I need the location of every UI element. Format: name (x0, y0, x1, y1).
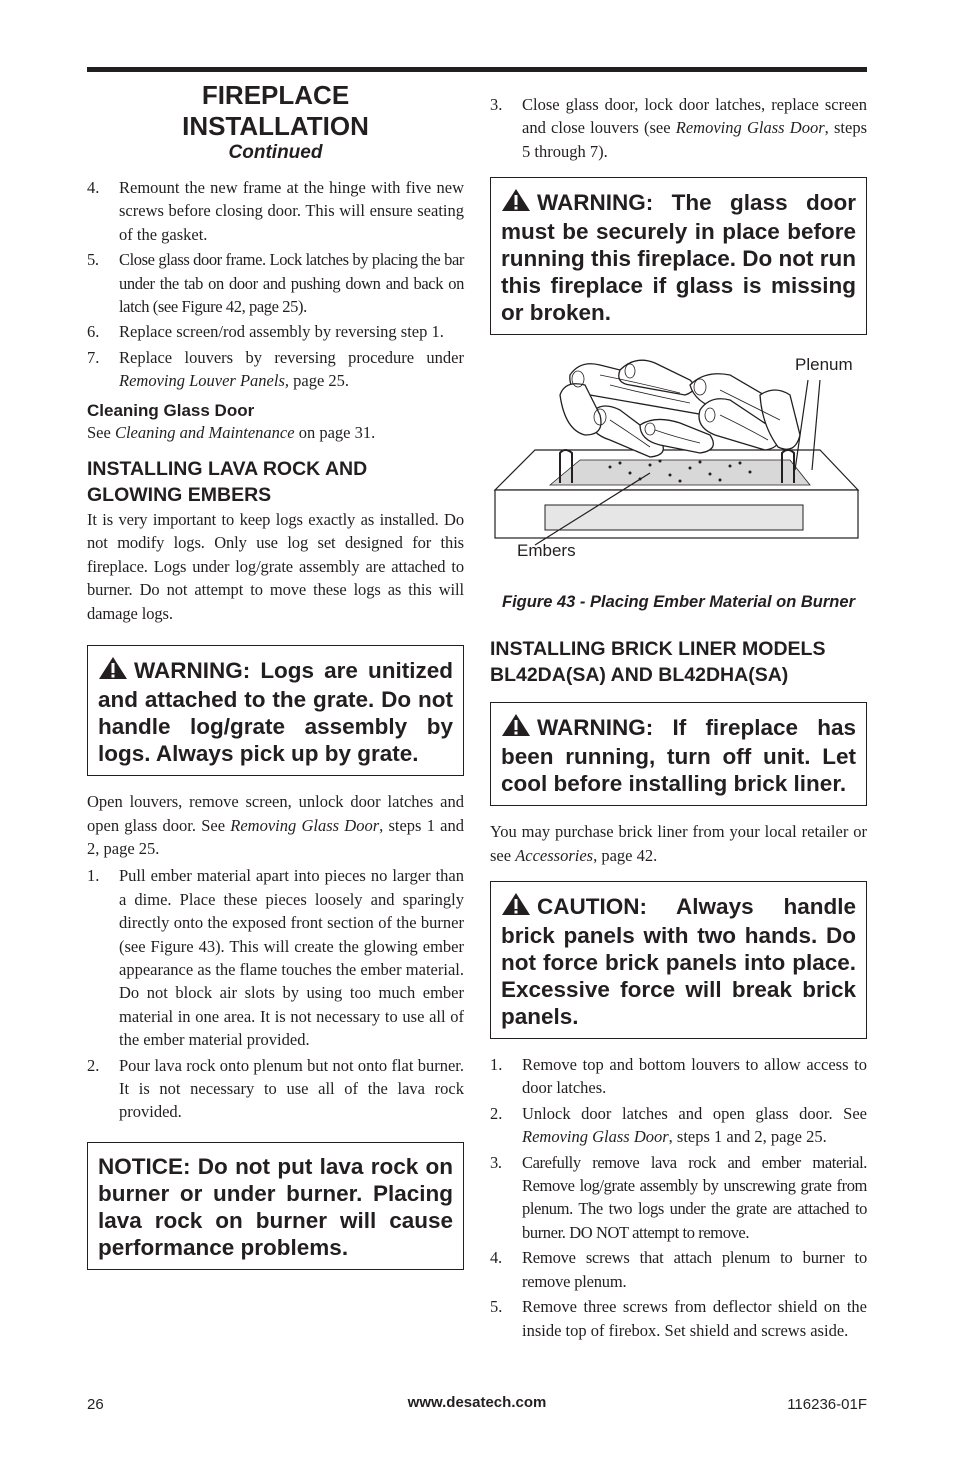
list-item: 3. Carefully remove lava rock and ember material. Remove log/grate assembly by unscrewing grate from plenum. The two logs under the grate are attached to burner. DO NOT attempt to remove. (490, 1152, 867, 1242)
label-embers: Embers (517, 541, 576, 561)
page-number: 26 (87, 1396, 104, 1413)
notice-box: NOTICE: Do not put lava rock on burner or under burner. Placing lava rock on burner will cause performance problems. (87, 1142, 464, 1270)
page-title: FIREPLACE INSTALLATION (182, 80, 369, 141)
list-item: 6. Replace screen/rod assembly by reversing step 1. (87, 322, 444, 342)
lava-intro: It is very important to keep logs exactly as installed. Do not modify logs. Only use log set designed for this fireplace. Logs under log/grate assembly are attached to burner. Do not attempt to move these logs as this will damage logs. (87, 510, 464, 623)
open-instructions: Open louvers, remove screen, unlock door latches and open glass door. See Removing Glass Door, steps 1 and 2, page 25. (87, 792, 465, 858)
document-number: 116236-01F (787, 1396, 867, 1413)
list-item: 7. Replace louvers by reversing procedure under Removing Louver Panels, page 25. (87, 347, 464, 391)
caution-box: CAUTION: Always handle brick panels with two hands. Do not force brick panels into place. Excessive force will break brick panels. (490, 881, 867, 1039)
list-item: 1. Pull ember material apart into pieces no larger than a dime. Place these pieces loosely and sparingly directly onto the exposed front section of the burner (see Figure 43). This will create the glowing ember appearance as the flame touches the ember material. Do not block air slots by using too much ember material in one area. It is not necessary to use all of the ember material provided. (87, 866, 464, 1050)
page-subtitle: Continued (228, 142, 323, 163)
figure-caption: Figure 43 - Placing Ember Material on Burner (501, 593, 855, 612)
steps-list-brick (490, 1053, 867, 1342)
purchase-text: You may purchase brick liner from your local retailer or see Accessories, page 42. (490, 822, 867, 865)
list-item: 5. Remove three screws from deflector shield on the inside top of firebox. Set shield and screws aside. (490, 1297, 867, 1340)
lava-heading: INSTALLING LAVA ROCK AND GLOWING EMBERS (87, 458, 368, 507)
left-column (87, 80, 464, 1284)
right-column (490, 93, 867, 1344)
warning-icon (501, 188, 531, 218)
warning-brick-box: WARNING: If fireplace has been running, turn off unit. Let cool before installing brick liner. (490, 702, 867, 806)
list-item: 2. Unlock door latches and open glass door. See Removing Glass Door, steps 1 and 2, page 25. (490, 1103, 867, 1147)
steps-list-top (87, 176, 464, 393)
figure-43 (490, 355, 867, 605)
header-rule (87, 67, 867, 72)
warning-logs-box: WARNING: Logs are unitized and attached to the grate. Do not handle log/grate assembly by logs. Always pick up by grate. (87, 645, 464, 776)
label-plenum: Plenum (795, 355, 853, 375)
warning-icon (98, 656, 128, 686)
steps-list-lava (87, 864, 464, 1123)
brick-heading: INSTALLING BRICK LINER MODELS BL42DA(SA) AND BL42DHA(SA) (490, 638, 826, 687)
list-item: 5. Close glass door frame. Lock latches by placing the bar under the tab on door and pushing down and back on latch (see Figure 42, page 25). (87, 250, 464, 317)
warning-glass-box: WARNING: The glass door must be securely in place before running this fireplace. Do not run this fireplace if glass is missing or broken. (490, 177, 867, 335)
list-item: 1. Remove top and bottom louvers to allow access to door latches. (490, 1055, 867, 1098)
list-item: 4. Remount the new frame at the hinge with five new screws before closing door. This will ensure seating of the gasket. (87, 178, 464, 244)
list-item: 3. Close glass door, lock door latches, replace screen and close louvers (see Removing Glass Door, steps 5 through 7). (490, 95, 868, 161)
warning-icon (501, 713, 531, 743)
warning-icon (501, 892, 531, 922)
cleaning-text: See Cleaning and Maintenance on page 31. (87, 422, 376, 442)
cleaning-heading: Cleaning Glass Door (87, 400, 255, 420)
list-item: 2. Pour lava rock onto plenum but not onto flat burner. It is not necessary to use all of the lava rock provided. (87, 1055, 464, 1122)
steps-list-continued (490, 93, 867, 163)
fireplace-illustration (490, 355, 867, 570)
list-item: 4. Remove screws that attach plenum to burner to remove plenum. (490, 1248, 867, 1291)
footer-url: www.desatech.com (407, 1394, 547, 1411)
